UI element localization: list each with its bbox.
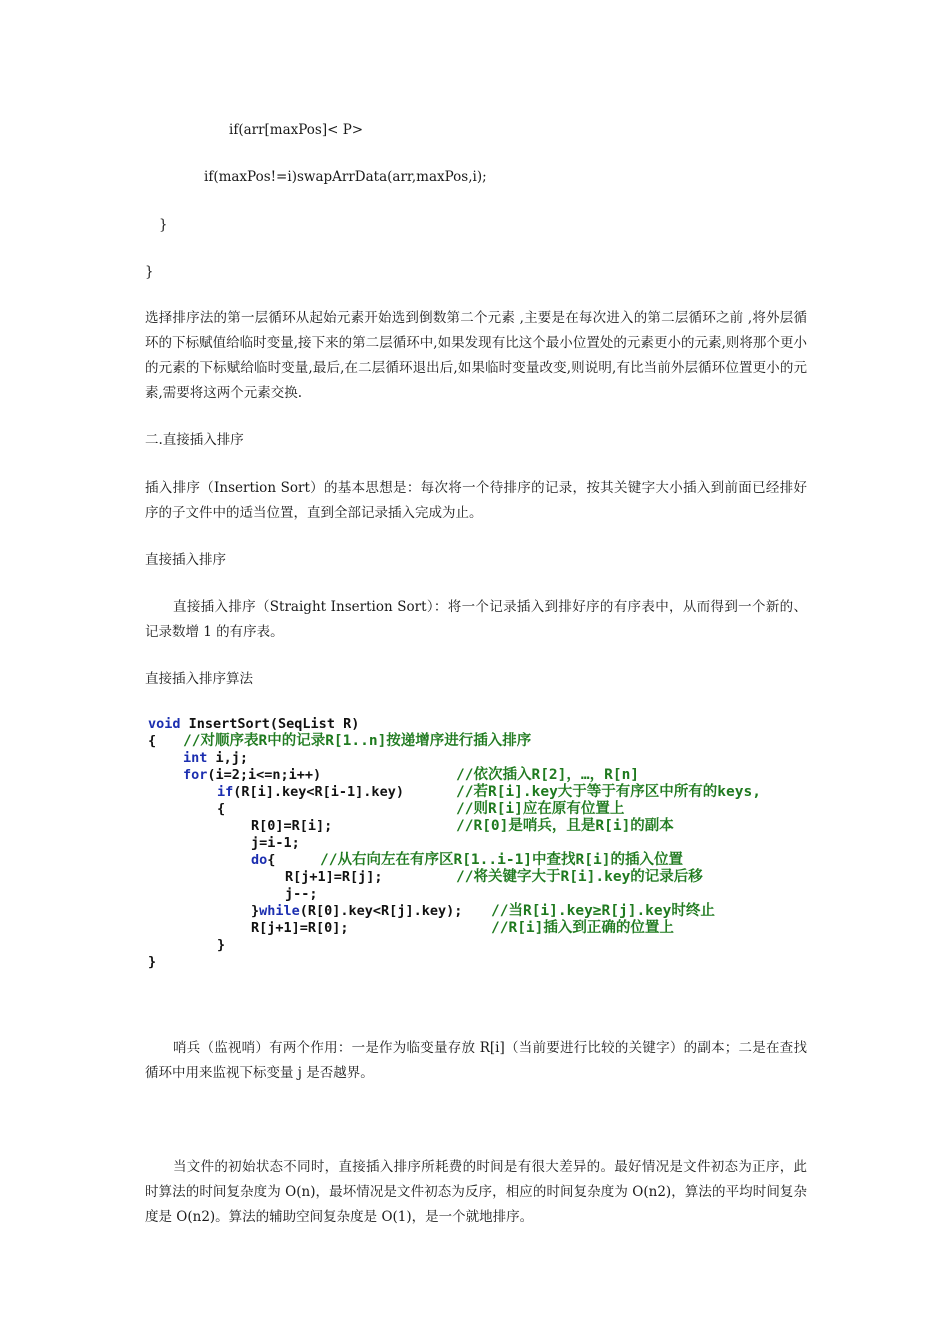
algo-line-1: void InsertSort(SeqList R) — [148, 716, 360, 732]
insertion-sort-intro: 插入排序（Insertion Sort）的基本思想是：每次将一个待排序的记录，按其关键字大小插入到前面已经排好序的子文件中的适当位置，直到全部记录插入完成为止。 — [145, 480, 807, 521]
algo-comment-4: //依次插入R[2]，…，R[n] — [456, 767, 640, 783]
code-line-if-maxpos: if(arr[maxPos]< P> — [229, 122, 364, 138]
algo-line-15: } — [148, 954, 157, 970]
section-title: 二.直接插入排序 — [145, 432, 244, 448]
algorithm-heading: 直接插入排序算法 — [145, 671, 253, 687]
algo-line-10: R[j+1]=R[j]; — [285, 869, 383, 885]
algo-line-4: for(i=2;i<=n;i++) — [183, 767, 322, 783]
code-line-close-brace-outer: } — [145, 264, 154, 280]
algo-comment-2: //对顺序表R中的记录R[1..n]按递增序进行插入排序 — [183, 733, 532, 749]
algo-comment-5: //若R[i].key大于等于有序区中所有的keys, — [456, 784, 761, 800]
algo-line-9: do{ — [251, 852, 276, 868]
algo-comment-7: //R[0]是哨兵，且是R[i]的副本 — [456, 818, 674, 834]
algo-line-12: }while(R[0].key<R[j].key); — [251, 903, 463, 919]
algo-line-14: } — [217, 937, 226, 953]
code-line-close-brace: } — [159, 217, 168, 233]
algo-line-3: int i,j; — [183, 750, 249, 766]
algo-line-13: R[j+1]=R[0]; — [251, 920, 349, 936]
algo-line-7: R[0]=R[i]; — [251, 818, 333, 834]
algo-line-2: { — [148, 733, 157, 749]
algo-comment-6: //则R[i]应在原有位置上 — [456, 801, 625, 817]
complexity-explanation: 当文件的初始状态不同时，直接插入排序所耗费的时间是有很大差异的。最好情况是文件初态为正序，此时算法的时间复杂度为 O(n)，最坏情况是文件初态为反序，相应的时间复杂度为 O(n2)，算法的平均时间复杂度是 O(n2)。算法的辅助空间复杂度是 O(1)，是一个就地排序。 — [145, 1159, 807, 1225]
algo-line-11: j--; — [285, 886, 318, 902]
algo-line-5: if(R[i].key<R[i-1].key) — [217, 784, 404, 800]
algo-line-6: { — [217, 801, 226, 817]
straight-insertion-definition: 直接插入排序（Straight Insertion Sort）：将一个记录插入到排好序的有序表中，从而得到一个新的、记录数增 1 的有序表。 — [145, 599, 807, 640]
algo-comment-12: //当R[i].key≥R[j].key时终止 — [491, 903, 715, 919]
algo-comment-13: //R[i]插入到正确的位置上 — [491, 920, 674, 936]
algo-comment-10: //将关键字大于R[i].key的记录后移 — [456, 869, 703, 885]
sentinel-explanation: 哨兵（监视哨）有两个作用：一是作为临变量存放 R[i]（当前要进行比较的关键字）的副本；二是在查找循环中用来监视下标变量 j 是否越界。 — [145, 1040, 807, 1081]
sub-heading: 直接插入排序 — [145, 552, 226, 568]
selection-sort-explanation: 选择排序法的第一层循环从起始元素开始选到倒数第二个元素 ,主要是在每次进入的第二层循环之前 ,将外层循环的下标赋值给临时变量,接下来的第二层循环中,如果发现有比这个最小位置处的元素更小的元素,则将那个更小的元素的下标赋给临时变量,最后,在二层循环退出后,如果临时变量改变,则说明,有比当前外层循环位置更小的元素,需要将这两个元素交换. — [145, 310, 807, 401]
code-line-swap: if(maxPos!=i)swapArrData(arr,maxPos,i); — [204, 169, 487, 185]
algo-line-8: j=i-1; — [251, 835, 300, 851]
algo-comment-9: //从右向左在有序区R[1..i-1]中查找R[i]的插入位置 — [320, 852, 683, 868]
